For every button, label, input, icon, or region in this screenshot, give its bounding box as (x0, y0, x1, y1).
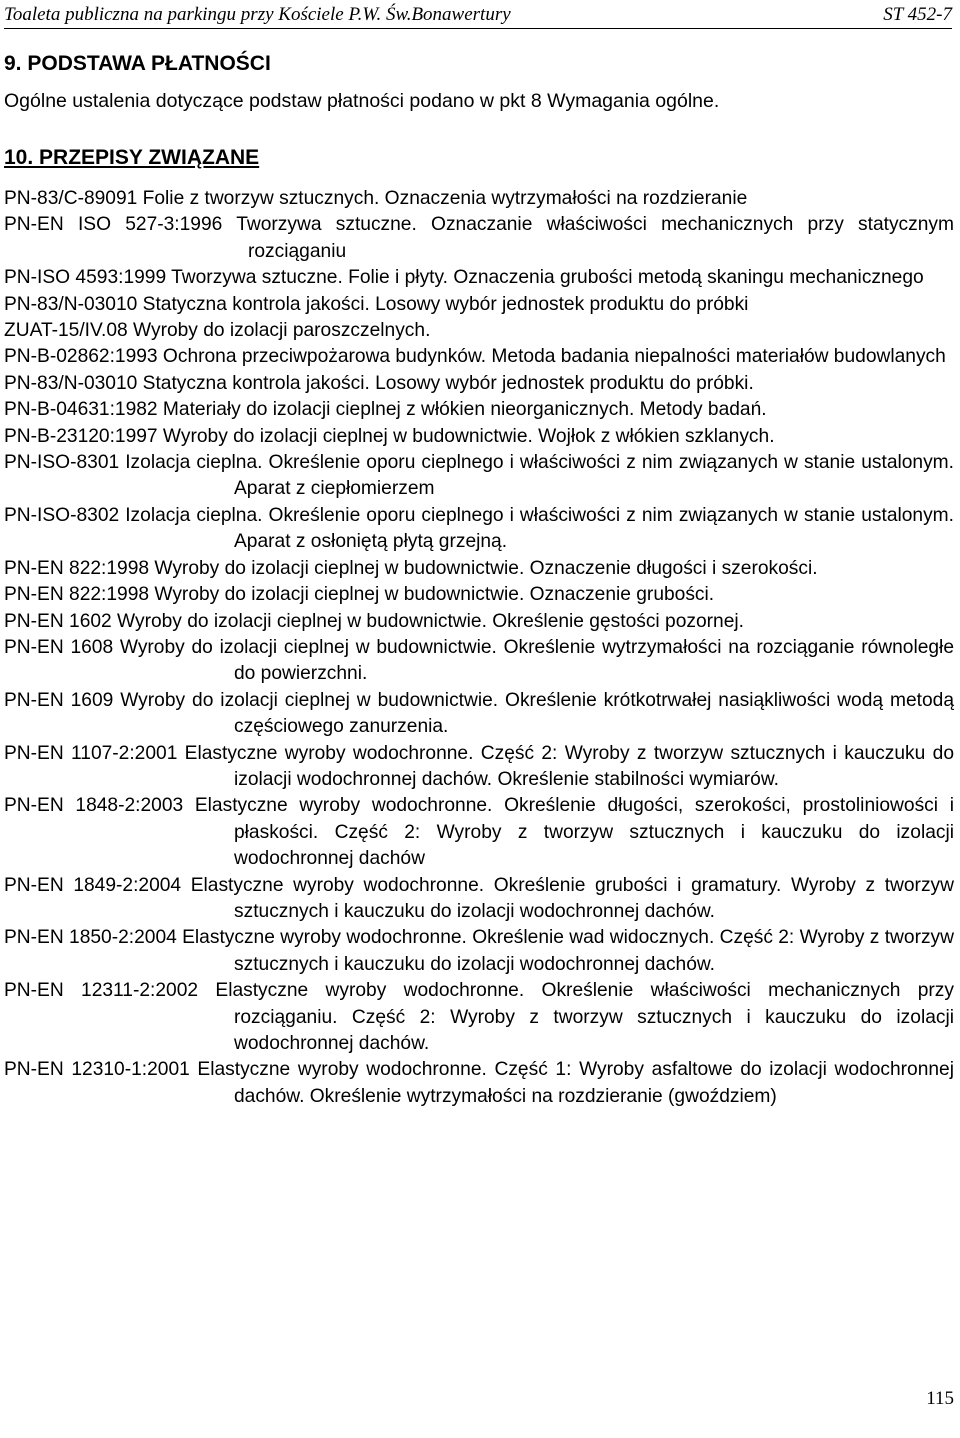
reference-item: PN-EN 12310-1:2001 Elastyczne wyroby wodochronne. Część 1: Wyroby asfaltowe do izolacji wodochronnej dachów. Określenie wytrzymałości na rozdzieranie (gwoździem) (4, 1059, 954, 1107)
reference-item: PN-83/N-03010 Statyczna kontrola jakości. Losowy wybór jednostek produktu do próbki. (4, 372, 754, 394)
reference-item: PN-EN 1608 Wyroby do izolacji cieplnej w budownictwie. Określenie wytrzymałości na rozciąganie równoległe do powierzchni. (4, 636, 954, 685)
reference-item: PN-EN 822:1998 Wyroby do izolacji cieplnej w budownictwie. Oznaczenie długości i szerokości. (4, 557, 818, 579)
reference-item: PN-EN 1602 Wyroby do izolacji cieplnej w budownictwie. Określenie gęstości pozornej. (4, 610, 744, 632)
reference-item: PN-ISO-8302 Izolacja cieplna. Określenie oporu cieplnego i właściwości z nim związanych w stanie ustalonym. Aparat z osłoniętą płytą grzejną. (4, 504, 954, 553)
document-title: Toaleta publiczna na parkingu przy Kościele P.W. Św.Bonawertury (4, 4, 511, 25)
reference-item: PN-B-04631:1982 Materiały do izolacji cieplnej z włókien nieorganicznych. Metody badań. (4, 399, 767, 421)
references-list (4, 186, 954, 1110)
reference-item: PN-B-02862:1993 Ochrona przeciwpożarowa budynków. Metoda badania niepalności materiałów budowlanych (4, 346, 946, 368)
reference-item: PN-ISO 4593:1999 Tworzywa sztuczne. Folie i płyty. Oznaczenia grubości metodą skaningu mechanicznego (4, 267, 924, 289)
reference-item: PN-EN 1850-2:2004 Elastyczne wyroby wodochronne. Określenie wad widocznych. Część 2: Wyroby z tworzyw sztucznych i kauczuku do izolacji wodochronnej dachów. (4, 927, 955, 975)
reference-item: PN-EN 12311-2:2002 Elastyczne wyroby wodochronne. Określenie właściwości mechanicznych przy rozciąganiu. Część 2: Wyroby z tworzyw sztucznych i kauczuku do izolacji wodochronnej dachów. (4, 980, 954, 1054)
section-9-text: Ogólne ustalenia dotyczące podstaw płatności podano w pkt 8 Wymagania ogólne. (4, 90, 720, 112)
reference-item: PN-ISO-8301 Izolacja cieplna. Określenie oporu cieplnego i właściwości z nim związanych w stanie ustalonym. Aparat z ciepłomierzem (4, 452, 954, 500)
reference-item: PN-B-23120:1997 Wyroby do izolacji cieplnej w budownictwie. Wojłok z włókien szklanych. (4, 425, 775, 447)
reference-item: PN-EN 1609 Wyroby do izolacji cieplnej w budownictwie. Określenie krótkotrwałej nasiąkliwości wodą metodą częściowego zanurzenia. (4, 689, 954, 738)
reference-item: PN-EN 1848-2:2003 Elastyczne wyroby wodochronne. Określenie długości, szerokości, prostoliniowości i płaskości. Część 2: Wyroby z tworzyw sztucznych i kauczuku do izolacji wodochronnej dachów (4, 795, 954, 870)
section-9-heading: 9. PODSTAWA PŁATNOŚCI (4, 52, 271, 75)
reference-item: PN-EN ISO 527-3:1996 Tworzywa sztuczne. Oznaczanie właściwości mechanicznych przy statycznym rozciąganiu (4, 214, 954, 262)
reference-item: PN-83/C-89091 Folie z tworzyw sztucznych. Oznaczenia wytrzymałości na rozdzieranie (4, 188, 748, 209)
page-number: 115 (926, 1388, 954, 1409)
reference-item: ZUAT-15/IV.08 Wyroby do izolacji paroszczelnych. (4, 320, 431, 342)
reference-item: PN-EN 1107-2:2001 Elastyczne wyroby wodochronne. Część 2: Wyroby z tworzyw sztucznych i kauczuku do izolacji wodochronnej dachów. Określenie stabilności wymiarów. (4, 742, 954, 790)
page-header (4, 2, 952, 29)
reference-item: PN-EN 1849-2:2004 Elastyczne wyroby wodochronne. Określenie grubości i gramatury. Wyroby z tworzyw sztucznych i kauczuku do izolacji wodochronnej dachów. (4, 874, 954, 922)
reference-item: PN-83/N-03010 Statyczna kontrola jakości. Losowy wybór jednostek produktu do próbki (4, 293, 749, 315)
document-code: ST 452-7 (883, 4, 952, 25)
section-10-heading: 10. PRZEPISY ZWIĄZANE (4, 146, 260, 169)
reference-item: PN-EN 822:1998 Wyroby do izolacji cieplnej w budownictwie. Oznaczenie grubości. (4, 584, 715, 606)
